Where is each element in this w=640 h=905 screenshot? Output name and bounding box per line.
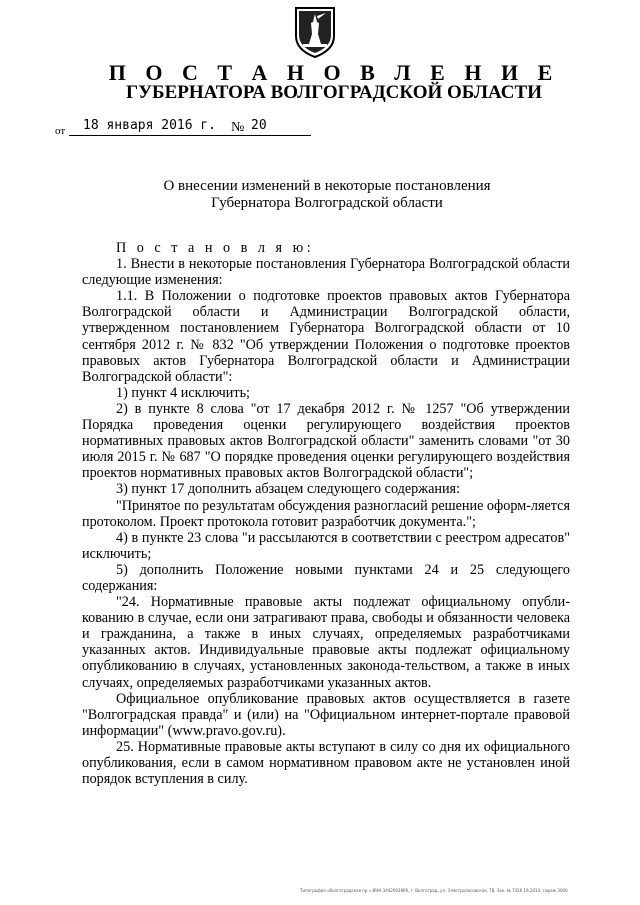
paragraph: "Принятое по результатам обсуждения разногласий решение оформ-ляется протоколом. Проект протокола готовит разработчик документа."; xyxy=(82,497,570,530)
document-body xyxy=(82,240,570,787)
paragraph: Официальное опубликование правовых актов осуществляется в газете "Волгоградская правда" и (или) на "Официальном интернет-портале правовой информации" (www.pravo.gov.ru). xyxy=(82,690,570,739)
paragraph: "24. Нормативные правовые акты подлежат официальному опубли-кованию в случае, если они затрагивают права, свободы и обязанности человека и гражданина, а также в иных случаях, определяемых разработчиками указанных актов. Индивидуальные правовые акты подлежат официальному опубликованию в случаях, установленных законода-тельством, а также в иных случаях, определяемых разработчиками указанных актов. xyxy=(82,594,570,691)
document-title xyxy=(0,178,640,212)
paragraph: 1.1. В Положении о подготовке проектов правовых актов Губернатора Волгоградской области и Администрации Волгоградской области, утвержденном постановлением Губернатора Волгоградской области от 10 сентября 2012 г. № 832 "Об утверждении Положения о подготовке проектов правовых актов Губернатора Волгоградской области и Администрации Волгоградской области": xyxy=(82,288,570,385)
number-sign: № xyxy=(231,120,245,135)
printer-footer: Типография «Волгоградская пр.» ИНН 3442093896, г. Волгоград, ул. Электролесовская, 78, Зак. № 7326 19.2014, тираж 3000 xyxy=(300,888,568,893)
document-date: 18 января 2016 г. xyxy=(69,118,264,136)
paragraph: 5) дополнить Положение новыми пунктами 24 и 25 следующего содержания: xyxy=(82,561,570,594)
paragraph: 4) в пункте 23 слова "и рассылаются в соответствии с реестром адресатов" исключить; xyxy=(82,529,570,562)
coat-of-arms-emblem xyxy=(290,4,340,59)
date-prefix: от xyxy=(55,125,66,137)
title-line: О внесении изменений в некоторые постановления xyxy=(163,178,491,194)
paragraph: 25. Нормативные правовые акты вступают в силу со дня их официального опубликования, если в самом нормативном правовом акте не установлен иной порядок вступления в силу. xyxy=(82,738,570,788)
document-number: 20 xyxy=(251,118,311,136)
resolve-word: П о с т а н о в л я ю: xyxy=(116,240,315,256)
issuer-heading: ГУБЕРНАТОРА ВОЛГОГРАДСКОЙ ОБЛАСТИ xyxy=(126,82,542,103)
paragraph: 2) в пункте 8 слова "от 17 декабря 2012 г. № 1257 "Об утверждении Порядка проведения оценки регулирующего воздействия проектов нормативных правовых актов Волгоградской области" заменить словами "от 30 июля 2015 г. № 687 "О порядке проведения оценки регулирующего воздействия проектов нормативных правовых актов Волгоградской области"; xyxy=(82,400,570,482)
paragraph: 3) пункт 17 дополнить абзацем следующего содержания: xyxy=(116,481,461,498)
paragraph: 1. Внести в некоторые постановления Губернатора Волгоградской области следующие изменения: xyxy=(82,256,570,289)
title-line: Губернатора Волгоградской области xyxy=(211,195,443,211)
document-type-heading: П О С Т А Н О В Л Е Н И Е xyxy=(108,60,560,85)
paragraph: 1) пункт 4 исключить; xyxy=(116,384,250,401)
